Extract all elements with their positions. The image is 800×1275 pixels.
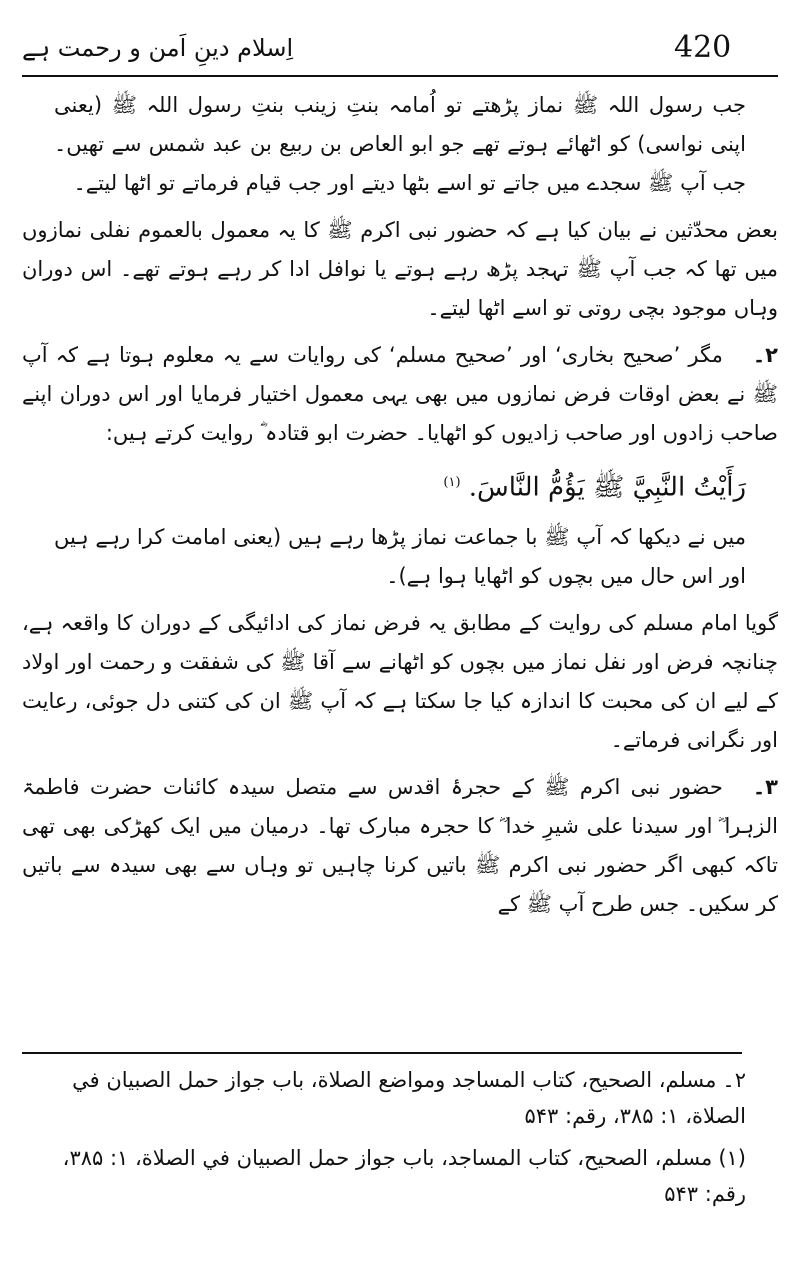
footnote-marker: (۱)	[718, 1146, 746, 1170]
footnote-divider	[22, 1052, 742, 1054]
header-divider	[22, 75, 778, 77]
hadith-text: رَأَیْتُ النَّبِيَّ ﷺ یَؤُمُّ النَّاسَ.	[468, 472, 746, 503]
footnote-reference: (۱)	[443, 475, 461, 490]
footnote-marker: ۲۔	[722, 1068, 746, 1092]
footnote-text: مسلم، الصحيح، كتاب المساجد، باب جواز حمل الصبيان في الصلاة، ۱: ۳۸۵، رقم: ۵۴۳	[62, 1146, 746, 1206]
point-text: حضور نبی اکرم ﷺ کے حجرۂ اقدس سے متصل سیدہ کائنات حضرت فاطمۃ الزہرا ؓ اور سیدنا علی شیرِ خدا ؓ کا حجرہ مبارک تھا۔ درمیان میں ایک کھڑکی بھی تھی تاکہ کبھی اگر حضور نبی اکرم ﷺ باتیں کرنا چاہیں تو وہاں سے بھی سیدہ سے باتیں کر سکیں۔ جس طرح آپ ﷺ کے	[22, 774, 778, 916]
point-number: ۳۔	[752, 774, 778, 799]
point-number: ۲۔	[752, 343, 778, 367]
running-title: اِسلام دینِ اَمن و رحمت ہے	[22, 34, 294, 62]
footnote	[22, 1140, 778, 1212]
numbered-point-3	[22, 768, 778, 924]
footnote-text: مسلم، الصحيح، كتاب المساجد ومواضع الصلاة، باب جواز حمل الصبيان في الصلاة، ۱: ۳۸۵، رقم: ۵۴۳	[72, 1068, 746, 1128]
hadith-translation: میں نے دیکھا کہ آپ ﷺ با جماعت نماز پڑھا رہے ہیں (یعنی امامت کرا رہے ہیں اور اس حال میں بچوں کو اٹھایا ہوا ہے)۔	[54, 524, 746, 588]
paragraph: جب رسول اللہ ﷺ نماز پڑھتے تو اُمامہ بنتِ زینب بنتِ رسول اللہ ﷺ (یعنی اپنی نواسی) کو اٹھائے ہوتے تھے جو ابو العاص بن ربیع بن عبد شمس سے تھیں۔ جب آپ ﷺ سجدے میں جاتے تو اسے بٹھا دیتے اور جب قیام فرماتے تو اٹھا لیتے۔	[54, 93, 746, 195]
numbered-point-2	[22, 336, 778, 453]
paragraph: بعض محدّثین نے بیان کیا ہے کہ حضور نبی اکرم ﷺ کا یہ معمول بالعموم نفلی نمازوں میں تھا کہ جب آپ ﷺ تہجد پڑھ رہے ہوتے یا نوافل ادا کر رہے ہوتے تھے۔ اس دوران وہاں موجود بچی روتی تو اسے اٹھا لیتے۔	[22, 218, 778, 320]
point-text: مگر ’صحیح بخاری‘ اور ’صحیح مسلم‘ کی روایات سے یہ معلوم ہوتا ہے کہ آپ ﷺ نے بعض اوقات فرض نمازوں میں بھی یہی معمول اختیار فرمایا اور اس دوران اپنے صاحب زادوں اور صاحب زادیوں کو اٹھایا۔ حضرت ابو قتادہ ؓ روایت کرتے ہیں:	[22, 343, 778, 445]
page-number: 420	[674, 30, 732, 65]
main-text	[22, 86, 778, 932]
page-header	[22, 28, 778, 68]
paragraph: گویا امام مسلم کی روایت کے مطابق یہ فرض نماز کی ادائیگی کے دوران کا واقعہ ہے، چنانچہ فرض اور نفل نماز میں بچوں کو اٹھانے سے آقا ﷺ کی شفقت و رحمت اور اولاد کے لیے ان کی محبت کا اندازہ کیا جا سکتا ہے کہ آپ ﷺ ان کی کتنی دل جوئی، رعایت اور نگرانی فرماتے۔	[22, 610, 778, 752]
footnotes	[22, 1062, 778, 1218]
hadith-quote	[22, 461, 778, 510]
footnote	[22, 1062, 778, 1134]
